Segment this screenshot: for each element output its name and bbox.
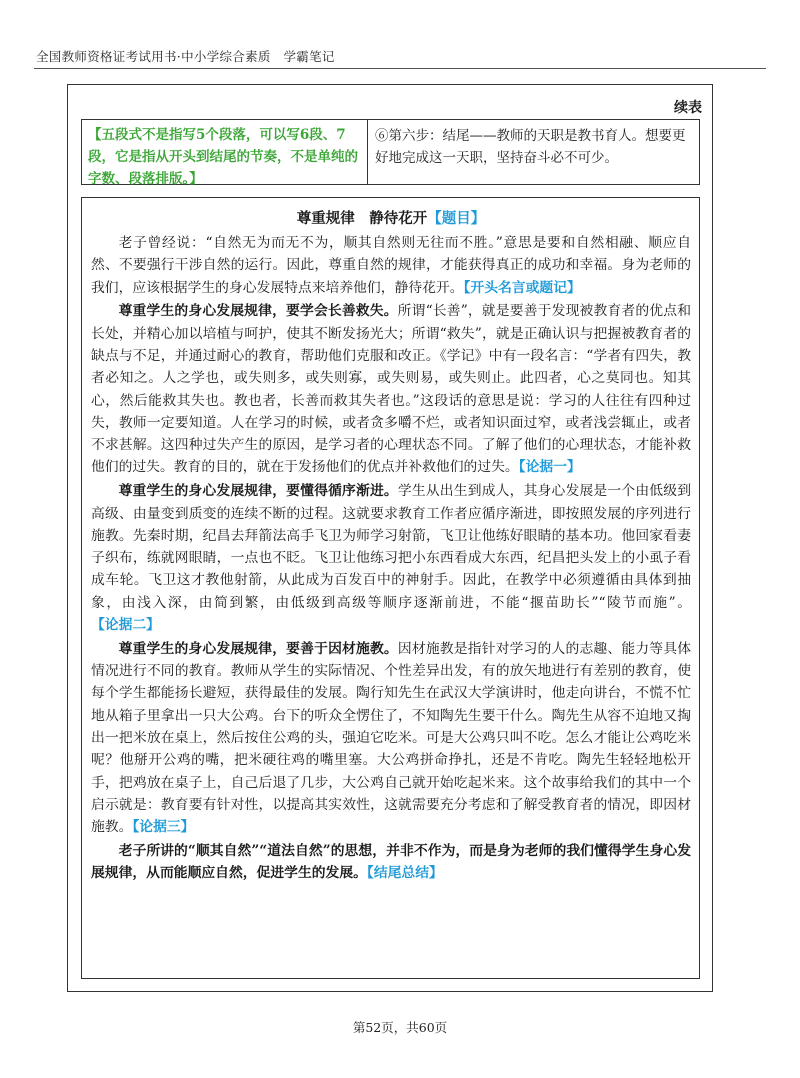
- argument-three-paragraph: [91, 638, 691, 839]
- page-number: 第52页，共60页: [352, 1020, 448, 1035]
- argument-three-tag: 【论据三】: [132, 819, 195, 836]
- conclusion-text: 老子所讲的“顺其自然”“道法自然”的思想，并非不作为，而是身为老师的我们懂得学生身心发展规律，从而能顺应自然，促进学生的发展。: [91, 843, 691, 882]
- argument-two-lead: 尊重学生的身心发展规律，要懂得循序渐进。: [118, 483, 398, 500]
- argument-two-paragraph: [91, 480, 691, 636]
- continued-table-label: 续表: [674, 100, 702, 116]
- sample-essay-box: [81, 197, 700, 979]
- step-six-cell: ⑥第六步：结尾——教师的天职是教书育人。想要更好地完成这一天职，坚持奋斗必不可少。: [375, 128, 686, 166]
- argument-one-paragraph: [91, 300, 691, 478]
- header-divider: [34, 68, 766, 69]
- intro-paragraph: [91, 232, 691, 299]
- argument-one-lead: 尊重学生的身心发展规律，要学会长善救失。: [118, 303, 398, 320]
- argument-two-tag: 【论据二】: [91, 617, 160, 634]
- running-header: 全国教师资格证考试用书·中小学综合素质 学霸笔记: [36, 49, 335, 64]
- essay-title-text: 尊重规律 静待花开: [296, 210, 428, 227]
- argument-three-body: 因材施教是指针对学习的人的志趣、能力等具体情况进行不同的教育。教师从学生的实际情况、个性差异出发，有的放矢地进行有差别的教育，使每个学生都能扬长避短，获得最佳的发展。陶行知先生在武汉大学演讲时，他走向讲台，不慌不忙地从箱子里拿出一只大公鸡。台下的听众全愣住了，不知陶先生要干什么。陶先生从容不迫地又掏出一把米放在桌上，然后按住公鸡的头，强迫它吃米。可是大公鸡只叫不吃。怎么才能让公鸡吃米呢？他掰开公鸡的嘴，把米硬往鸡的嘴里塞。大公鸡拼命挣扎，还是不肯吃。陶先生轻轻地松开手，把鸡放在桌子上，自己后退了几步，大公鸡自己就开始吃起米来。这个故事给我们的其中一个启示就是：教育要有针对性，以提高其实效性，这就需要充分考虑和了解受教育者的情况，即因材施教。: [91, 640, 692, 836]
- argument-three-lead: 尊重学生的身心发展规律，要善于因材施教。: [118, 640, 398, 657]
- title-tag: 【题目】: [427, 210, 486, 227]
- essay-title: [91, 207, 691, 231]
- intro-text: 老子曾经说：“自然无为而无不为，顺其自然则无往而不胜。”意思是要和自然相融、顺应自然、不要强行干涉自然的运行。因此，尊重自然的规律，才能获得真正的成功和幸福。身为老师的我们，应该根据学生的身心发展特点来培养他们，静待花开。: [91, 235, 691, 296]
- green-note-cell: 【五段式不是指写5个段落，可以写6段、7段，它是指从开头到结尾的节奏，不是单纯的字数、段落排版。】: [82, 120, 368, 184]
- argument-one-body: 所谓“长善”，就是要善于发现被教育者的优点和长处，并精心加以培植与呵护，使其不断发扬光大；所谓“救失”，就是正确认识与把握被教育者的缺点与不足，并通过耐心的教育，帮助他们克服和改正。《学记》中有一段名言：“学者有四失，教者必知之。人之学也，或失则多，或失则寡，或失则易，或失则止。此四者，心之莫同也。知其心，然后能救其失也。教也者，长善而救其失者也。”这段话的意思是说：学习的人往往有四种过失，教师一定要知道。人在学习的时候，或者贪多嚼不烂，或者知识面过窄，或者浅尝辄止，或者不求甚解。这四种过失产生的原因，是学习者的心理状态不同。了解了他们的心理状态，才能补救他们的过失。教育的目的，就在于发扬他们的优点并补救他们的过失。: [91, 303, 692, 476]
- intro-tag: 【开头名言或题记】: [463, 279, 581, 296]
- conclusion-paragraph: [91, 840, 691, 885]
- continued-table-row: [81, 119, 700, 185]
- conclusion-tag: 【结尾总结】: [366, 865, 443, 882]
- content-frame: [67, 84, 713, 992]
- argument-two-body: 学生从出生到成人，其身心发展是一个由低级到高级、由量变到质变的连续不断的过程。这就要求教育工作者应循序渐进，即按照发展的序列进行施教。先秦时期，纪昌去拜箭法高手飞卫为师学习射箭，飞卫让他练好眼睛的基本功。他回家看妻子织布，练就网眼睛，一点也不眨。飞卫让他练习把小东西看成大东西，纪昌把头发上的小虱子看成车轮。飞卫这才教他射箭，从此成为百发百中的神射手。因此，在教学中必须遵循由具体到抽象，由浅入深，由简到繁，由低级到高级等顺序逐渐前进，不能“揠苗助长”“陵节而施”。: [91, 483, 692, 611]
- argument-one-tag: 【论据一】: [518, 459, 581, 476]
